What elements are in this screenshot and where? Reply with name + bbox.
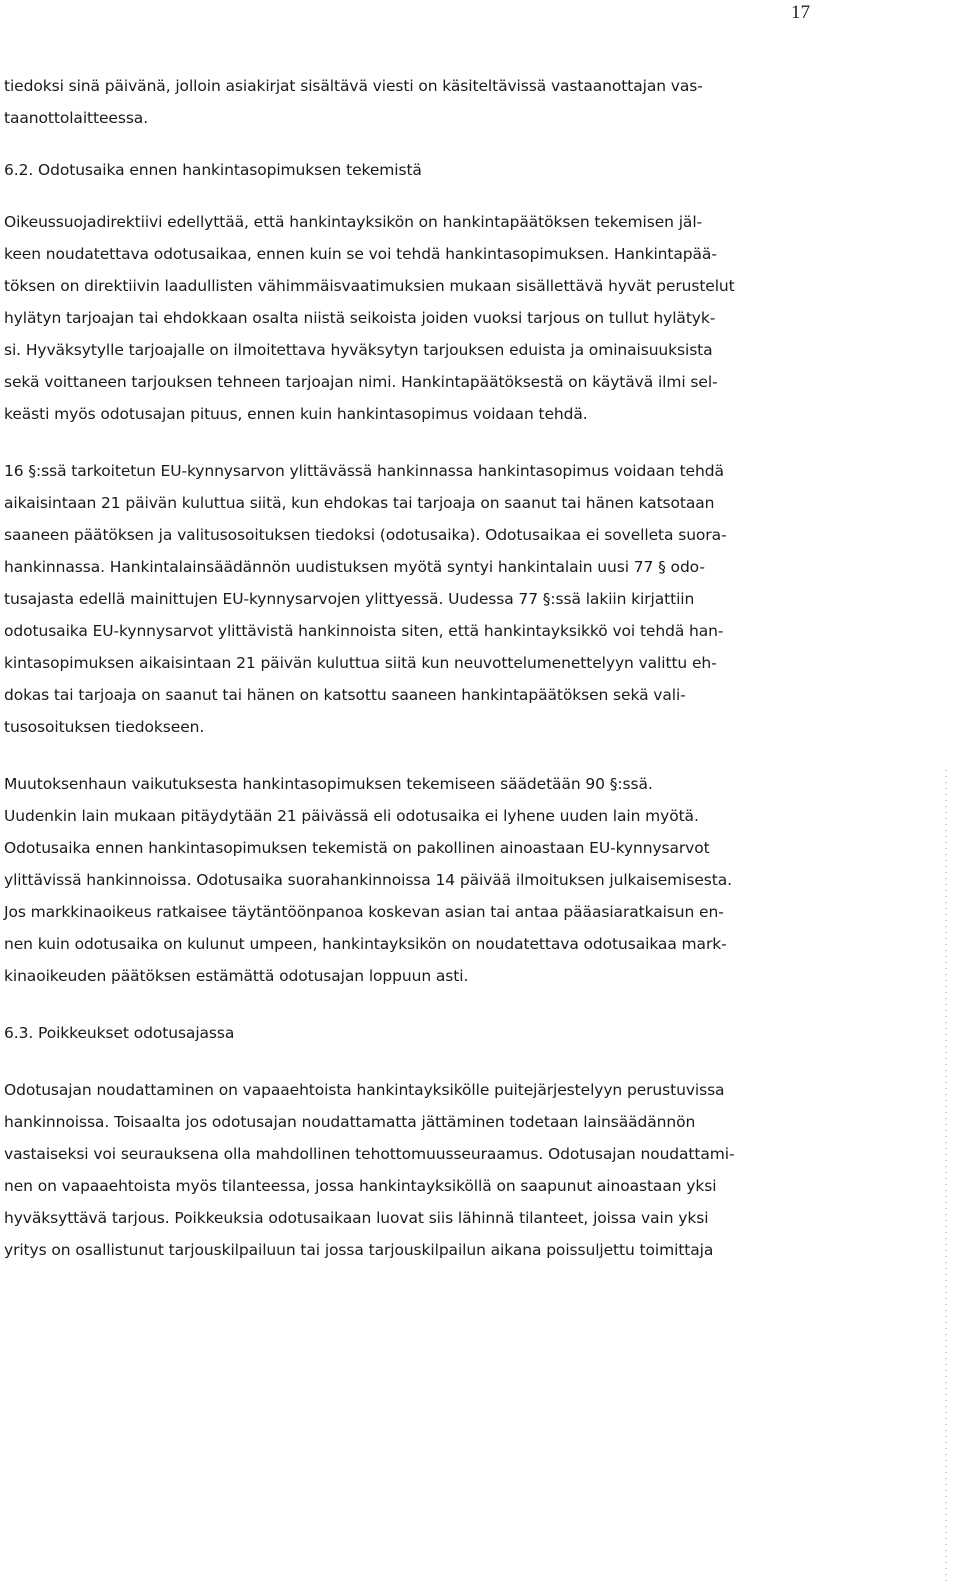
text-line: hankinnassa. Hankintalainsäädännön uudistuksen myötä syntyi hankintalain uusi 77 § odo- bbox=[4, 558, 705, 576]
text-line: Oikeussuojadirektiivi edellyttää, että hankintayksikön on hankintapäätöksen tekemisen jäl- bbox=[4, 213, 703, 231]
text-line: 16 §:ssä tarkoitetun EU-kynnysarvon ylittävässä hankinnassa hankintasopimus voidaan tehdä bbox=[4, 462, 724, 480]
text-line: hyväksyttävä tarjous. Poikkeuksia odotusaikaan luovat siis lähinnä tilanteet, joissa vain yksi bbox=[4, 1209, 709, 1227]
text-line: Muutoksenhaun vaikutuksesta hankintasopimuksen tekemiseen säädetään 90 §:ssä. bbox=[4, 775, 653, 793]
text-line: aikaisintaan 21 päivän kuluttua siitä, kun ehdokas tai tarjoaja on saanut tai hänen katsotaan bbox=[4, 494, 715, 512]
text-line: hylätyn tarjoajan tai ehdokkaan osalta niistä seikoista joiden vuoksi tarjous on tullut hylätyk- bbox=[4, 309, 716, 327]
text-line: tiedoksi sinä päivänä, jolloin asiakirjat sisältävä viesti on käsiteltävissä vastaanottajan vas- bbox=[4, 77, 703, 95]
text-line: tusajasta edellä mainittujen EU-kynnysarvojen ylittyessä. Uudessa 77 §:ssä lakiin kirjattiin bbox=[4, 590, 695, 608]
heading-text: 6.2. Odotusaika ennen hankintasopimuksen tekemistä bbox=[4, 161, 422, 179]
text-line: odotusaika EU-kynnysarvot ylittävistä hankinnoista siten, että hankintayksikkö voi tehdä han- bbox=[4, 622, 724, 640]
page-number: 17 bbox=[791, 2, 810, 23]
text-line: Uudenkin lain mukaan pitäydytään 21 päivässä eli odotusaika ei lyhene uuden lain myötä. bbox=[4, 807, 699, 825]
paragraph bbox=[4, 455, 819, 743]
text-line: hankinnoissa. Toisaalta jos odotusajan noudattamatta jättäminen todetaan lainsäädännön bbox=[4, 1113, 696, 1131]
text-line: kintasopimuksen aikaisintaan 21 päivän kuluttua siitä kun neuvottelumenettelyyn valittu eh- bbox=[4, 654, 717, 672]
scan-margin-artifact bbox=[945, 770, 947, 1586]
text-line: si. Hyväksytylle tarjoajalle on ilmoitettava hyväksytyn tarjouksen eduista ja ominaisuuksista bbox=[4, 341, 713, 359]
paragraph bbox=[4, 206, 819, 430]
section-heading-6-2 bbox=[4, 154, 819, 186]
section-heading-6-3 bbox=[4, 1017, 819, 1049]
paragraph-continuation bbox=[4, 70, 819, 134]
text-line: keästi myös odotusajan pituus, ennen kuin hankintasopimus voidaan tehdä. bbox=[4, 405, 588, 423]
text-line: ylittävissä hankinnoissa. Odotusaika suorahankinnoissa 14 päivää ilmoituksen julkaisemisesta. bbox=[4, 871, 732, 889]
paragraph bbox=[4, 1074, 819, 1266]
text-line: sekä voittaneen tarjouksen tehneen tarjoajan nimi. Hankintapäätöksestä on käytävä ilmi sel- bbox=[4, 373, 718, 391]
text-line: töksen on direktiivin laadullisten vähimmäisvaatimuksien mukaan sisällettävä hyvät perustelut bbox=[4, 277, 735, 295]
text-line: saaneen päätöksen ja valitusosoituksen tiedoksi (odotusaika). Odotusaikaa ei sovelleta suora- bbox=[4, 526, 727, 544]
text-line: Jos markkinaoikeus ratkaisee täytäntöönpanoa koskevan asian tai antaa pääasiaratkaisun en- bbox=[4, 903, 724, 921]
paragraph bbox=[4, 768, 819, 992]
text-line: dokas tai tarjoaja on saanut tai hänen on katsottu saaneen hankintapäätöksen sekä vali- bbox=[4, 686, 686, 704]
text-line: Odotusaika ennen hankintasopimuksen tekemistä on pakollinen ainoastaan EU-kynnysarvot bbox=[4, 839, 710, 857]
text-line: vastaiseksi voi seurauksena olla mahdollinen tehottomuusseuraamus. Odotusajan noudattami- bbox=[4, 1145, 735, 1163]
text-line: nen on vapaaehtoista myös tilanteessa, jossa hankintayksiköllä on saapunut ainoastaan yksi bbox=[4, 1177, 717, 1195]
text-line: keen noudatettava odotusaikaa, ennen kuin se voi tehdä hankintasopimuksen. Hankintapää- bbox=[4, 245, 717, 263]
text-line: taanottolaitteessa. bbox=[4, 109, 149, 127]
text-line: kinaoikeuden päätöksen estämättä odotusajan loppuun asti. bbox=[4, 967, 469, 985]
document-body bbox=[4, 70, 819, 1266]
text-line: nen kuin odotusaika on kulunut umpeen, hankintayksikön on noudatettava odotusaikaa mark- bbox=[4, 935, 727, 953]
text-line: yritys on osallistunut tarjouskilpailuun tai jossa tarjouskilpailun aikana poissuljettu toimittaja bbox=[4, 1241, 714, 1259]
text-line: tusosoituksen tiedokseen. bbox=[4, 718, 205, 736]
heading-text: 6.3. Poikkeukset odotusajassa bbox=[4, 1024, 235, 1042]
text-line: Odotusajan noudattaminen on vapaaehtoista hankintayksikölle puitejärjestelyyn perustuvissa bbox=[4, 1081, 725, 1099]
